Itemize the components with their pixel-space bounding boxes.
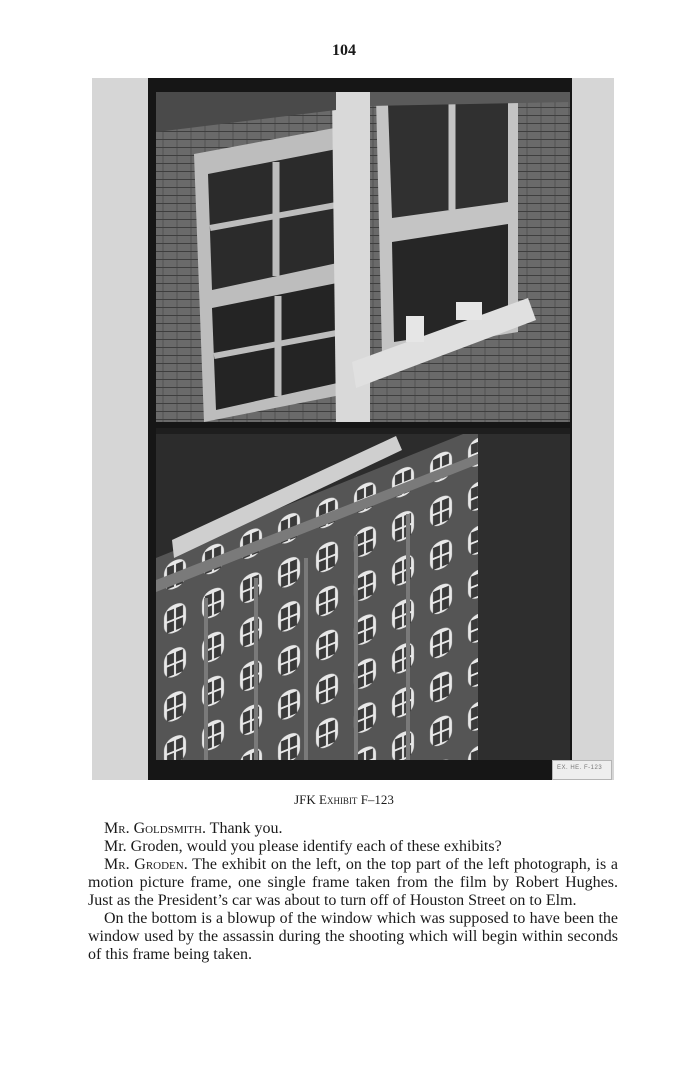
paragraph-text: Thank you. bbox=[205, 820, 283, 837]
caption-id: F–123 bbox=[357, 792, 394, 807]
caption-exhibit: Exhibit bbox=[319, 792, 358, 807]
window-closeup-photo bbox=[156, 92, 570, 422]
figure-caption bbox=[0, 792, 688, 808]
testimony-text bbox=[88, 820, 618, 964]
caption-prefix: JFK bbox=[294, 792, 319, 807]
testimony-paragraph bbox=[88, 856, 618, 910]
speaker-name: Mr. Goldsmith. bbox=[104, 820, 206, 837]
testimony-paragraph bbox=[88, 820, 618, 838]
building-facade-photo bbox=[156, 428, 570, 760]
paragraph-text: Mr. Groden, would you please identify each of these exhibits? bbox=[104, 838, 502, 855]
exhibit-tag bbox=[552, 760, 612, 780]
page-number: 104 bbox=[332, 42, 356, 59]
speaker-name: Mr. Groden. bbox=[104, 856, 188, 873]
window-closeup-image bbox=[156, 92, 570, 422]
paragraph-text: On the bottom is a blowup of the window which was supposed to have been the window used by the assassin during the shooting which will begin within seconds of this frame being taken. bbox=[88, 910, 618, 963]
testimony-paragraph bbox=[88, 838, 618, 856]
building-facade-image bbox=[156, 428, 570, 760]
testimony-paragraph bbox=[88, 910, 618, 964]
exhibit-tag-text: ЕХ. НЕ. F-123 bbox=[557, 765, 603, 771]
paragraph-text: The exhibit on the left, on the top part of the left photograph, is a motion picture frame, one single frame taken from the film by Robert Hughes. Just as the President’s car was about to turn off of Houston Street on to Elm. bbox=[88, 856, 618, 909]
